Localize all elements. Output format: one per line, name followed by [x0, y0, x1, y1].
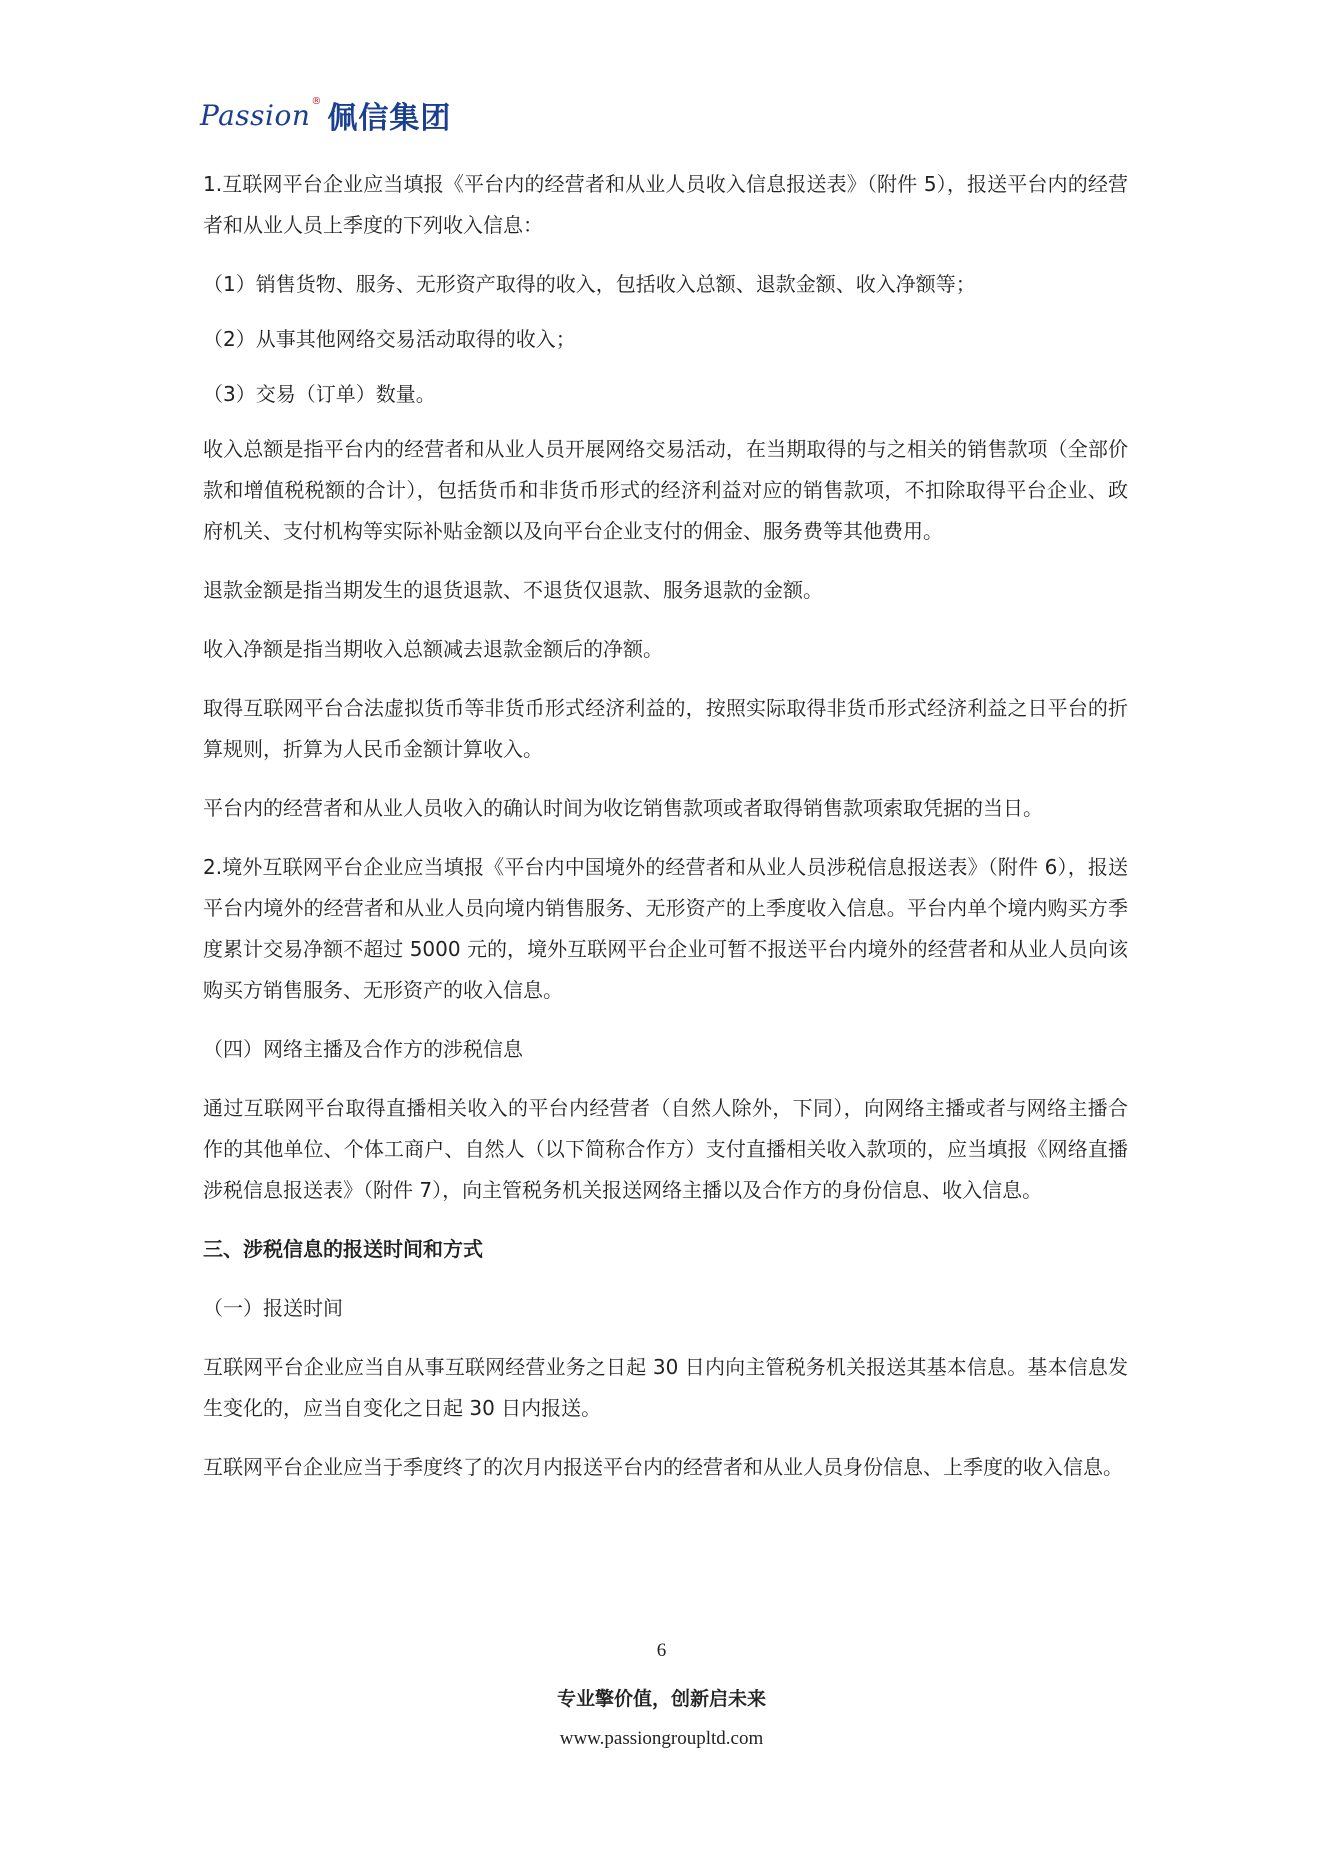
subheading-streamers: （四）网络主播及合作方的涉税信息 — [203, 1037, 523, 1061]
list-item-2: （2）从事其他网络交易活动取得的收入； — [203, 327, 576, 351]
paragraph-2: 2.境外互联网平台企业应当填报《平台内中国境外的经营者和从业人员涉税信息报送表》（附件 6），报送平台内境外的经营者和从业人员向境内销售服务、无形资产的上季度收入信息。平台内单个境内购买方季度累计交易净额不超过 5000 元的，境外互联网平台企业可暂不报送平台内境外的经营者和从业人员向该购买方销售服务、无形资产的收入信息。 — [203, 855, 1128, 1002]
document-body — [203, 164, 1128, 1506]
paragraph-gross-income: 收入总额是指平台内的经营者和从业人员开展网络交易活动，在当期取得的与之相关的销售款项（全部价款和增值税税额的合计），包括货币和非货币形式的经济利益对应的销售款项，不扣除取得平台企业、政府机关、支付机构等实际补贴金额以及向平台企业支付的佣金、服务费等其他费用。 — [203, 437, 1128, 543]
paragraph-virtual-currency: 取得互联网平台合法虚拟货币等非货币形式经济利益的，按照实际取得非货币形式经济利益之日平台的折算规则，折算为人民币金额计算收入。 — [203, 696, 1128, 761]
paragraph-net-income: 收入净额是指当期收入总额减去退款金额后的净额。 — [203, 637, 663, 661]
paragraph-refund: 退款金额是指当期发生的退货退款、不退货仅退款、服务退款的金额。 — [203, 578, 823, 602]
paragraph-recognition-time: 平台内的经营者和从业人员收入的确认时间为收讫销售款项或者取得销售款项索取凭据的当日。 — [203, 796, 1043, 820]
registered-mark: ® — [311, 95, 322, 107]
logo-wordmark: Passion — [200, 98, 311, 132]
footer-website: www.passiongroupltd.com — [559, 1728, 764, 1749]
company-logo — [200, 95, 451, 135]
paragraph-quarterly: 互联网平台企业应当于季度终了的次月内报送平台内的经营者和从业人员身份信息、上季度的收入信息。 — [203, 1455, 1123, 1479]
paragraph-basic-info: 互联网平台企业应当自从事互联网经营业务之日起 30 日内向主管税务机关报送其基本信息。基本信息发生变化的，应当自变化之日起 30 日内报送。 — [203, 1355, 1128, 1420]
list-item-1: （1）销售货物、服务、无形资产取得的收入，包括收入总额、退款金额、收入净额等； — [203, 272, 976, 296]
paragraph-streamers: 通过互联网平台取得直播相关收入的平台内经营者（自然人除外，下同），向网络主播或者与网络主播合作的其他单位、个体工商户、自然人（以下简称合作方）支付直播相关收入款项的，应当填报《网络直播涉税信息报送表》（附件 7），向主管税务机关报送网络主播以及合作方的身份信息、收入信息。 — [203, 1096, 1128, 1202]
list-item-3: （3）交易（订单）数量。 — [203, 382, 436, 406]
page-number: 6 — [656, 1640, 667, 1661]
section-heading-3: 三、涉税信息的报送时间和方式 — [203, 1237, 483, 1261]
footer-slogan: 专业擎价值，创新启未来 — [556, 1688, 766, 1710]
subheading-report-time: （一）报送时间 — [203, 1296, 343, 1320]
paragraph-1: 1.互联网平台企业应当填报《平台内的经营者和从业人员收入信息报送表》（附件 5），报送平台内的经营者和从业人员上季度的下列收入信息： — [203, 172, 1128, 237]
logo-chinese-name: 佩信集团 — [327, 101, 452, 136]
